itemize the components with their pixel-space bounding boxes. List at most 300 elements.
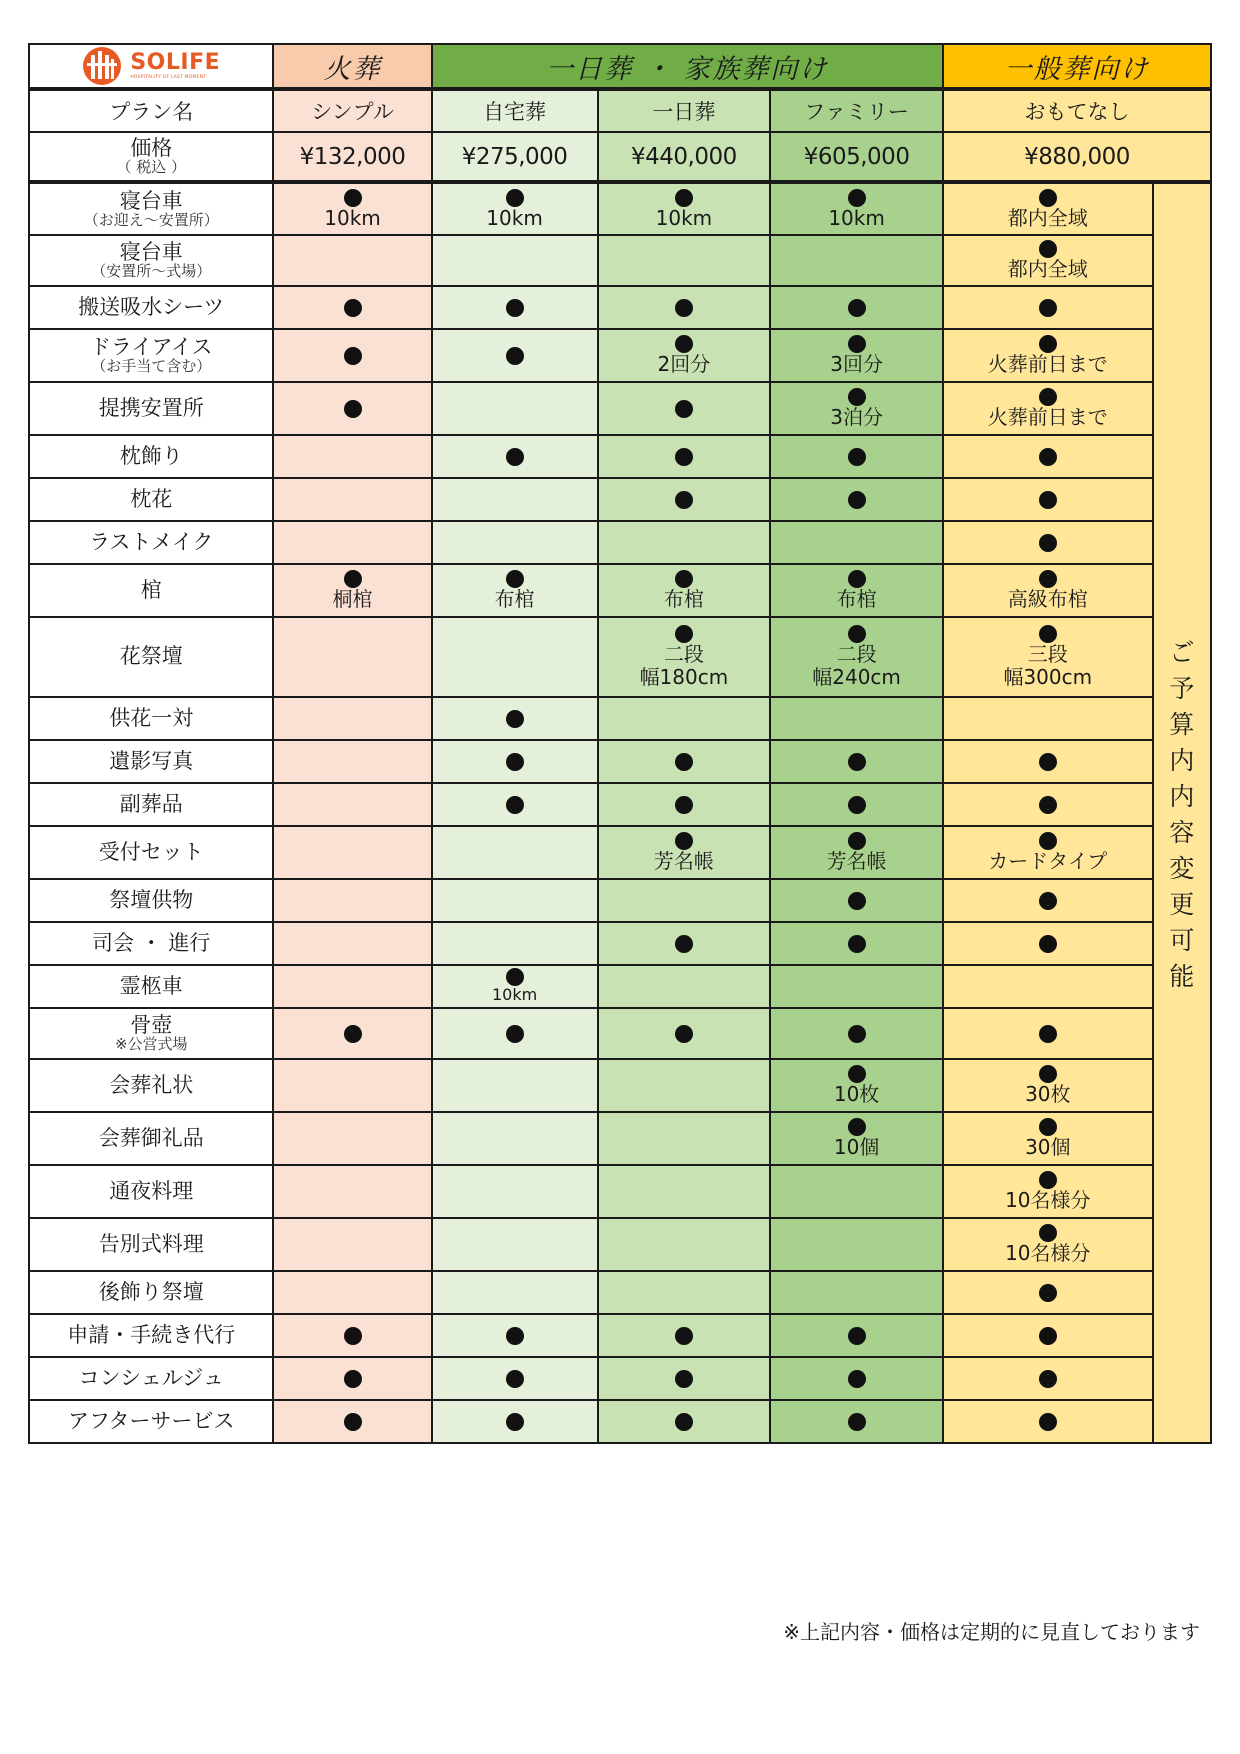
included-dot-icon xyxy=(848,1025,866,1043)
feature-cell xyxy=(432,1271,598,1314)
feature-note: 高級布棺 xyxy=(1007,587,1088,611)
feature-label-cell xyxy=(29,329,273,382)
feature-row xyxy=(29,382,1211,435)
feature-cell xyxy=(943,1357,1153,1400)
feature-row xyxy=(29,329,1211,382)
feature-cell xyxy=(943,1112,1153,1165)
plan-price-0: ¥132,000 xyxy=(273,132,431,182)
plan-name-3: ファミリー xyxy=(770,89,943,132)
side-note-char: ご xyxy=(1169,638,1195,667)
group-header-family: 一日葬 ・ 家族葬向け xyxy=(432,44,943,89)
included-dot-icon xyxy=(675,796,693,814)
included-dot-icon xyxy=(848,1118,866,1136)
feature-cell xyxy=(943,478,1153,521)
feature-cell xyxy=(432,329,598,382)
included-dot-icon xyxy=(344,1327,362,1345)
included-dot-icon xyxy=(506,189,524,207)
feature-row xyxy=(29,1112,1211,1165)
feature-row xyxy=(29,1400,1211,1443)
included-dot-icon xyxy=(1039,448,1057,466)
feature-cell xyxy=(273,1400,431,1443)
feature-note: 二段 xyxy=(663,642,704,666)
feature-cell xyxy=(770,617,943,697)
price-header-sub: （ 税込 ） xyxy=(116,158,186,177)
included-dot-icon xyxy=(344,347,362,365)
feature-cell xyxy=(598,922,771,965)
feature-note-2: 幅180cm xyxy=(639,665,729,689)
feature-note: 布棺 xyxy=(836,587,877,611)
feature-cell xyxy=(943,826,1153,879)
feature-cell xyxy=(598,564,771,617)
feature-cell xyxy=(432,435,598,478)
feature-cell xyxy=(943,521,1153,564)
feature-cell xyxy=(770,783,943,826)
included-dot-icon xyxy=(848,189,866,207)
included-dot-icon xyxy=(848,1370,866,1388)
included-dot-icon xyxy=(1039,299,1057,317)
feature-cell xyxy=(273,922,431,965)
feature-label-cell xyxy=(29,182,273,235)
feature-cell xyxy=(943,235,1153,286)
plan-name-1: 自宅葬 xyxy=(432,89,598,132)
included-dot-icon xyxy=(506,1327,524,1345)
feature-row xyxy=(29,286,1211,329)
included-dot-icon xyxy=(506,710,524,728)
feature-label-cell xyxy=(29,783,273,826)
feature-row xyxy=(29,1008,1211,1059)
feature-label: 花祭壇 xyxy=(119,644,183,669)
feature-label: 寝台車 xyxy=(119,240,183,265)
plan-name-0: シンプル xyxy=(273,89,431,132)
feature-cell xyxy=(770,879,943,922)
included-dot-icon xyxy=(848,299,866,317)
feature-note: 3泊分 xyxy=(830,405,883,429)
feature-label-cell xyxy=(29,1112,273,1165)
feature-label: 骨壺 xyxy=(130,1013,173,1038)
included-dot-icon xyxy=(1039,1284,1057,1302)
feature-cell xyxy=(943,435,1153,478)
feature-sublabel: （お手当て含む） xyxy=(91,357,212,376)
plan-name-2: 一日葬 xyxy=(598,89,771,132)
feature-cell xyxy=(943,697,1153,740)
feature-cell xyxy=(770,1400,943,1443)
included-dot-icon xyxy=(675,625,693,643)
feature-cell xyxy=(432,382,598,435)
feature-cell xyxy=(770,1112,943,1165)
feature-note: 10km xyxy=(491,985,538,1005)
feature-cell xyxy=(273,329,431,382)
feature-cell xyxy=(598,521,771,564)
included-dot-icon xyxy=(675,832,693,850)
feature-cell xyxy=(598,182,771,235)
feature-label-cell xyxy=(29,1059,273,1112)
included-dot-icon xyxy=(1039,491,1057,509)
included-dot-icon xyxy=(344,189,362,207)
feature-row xyxy=(29,740,1211,783)
feature-cell xyxy=(273,182,431,235)
feature-cell xyxy=(943,182,1153,235)
feature-label-cell xyxy=(29,1165,273,1218)
feature-cell xyxy=(770,564,943,617)
included-dot-icon xyxy=(1039,1224,1057,1242)
feature-label: 遺影写真 xyxy=(109,748,194,773)
feature-label-cell xyxy=(29,521,273,564)
feature-sublabel: ※公営式場 xyxy=(114,1035,188,1054)
feature-cell xyxy=(273,286,431,329)
feature-cell xyxy=(273,965,431,1008)
feature-note: 10名様分 xyxy=(1005,1188,1091,1212)
included-dot-icon xyxy=(344,299,362,317)
feature-cell xyxy=(273,1059,431,1112)
feature-label-cell xyxy=(29,564,273,617)
included-dot-icon xyxy=(1039,625,1057,643)
feature-label-cell xyxy=(29,965,273,1008)
feature-cell xyxy=(943,286,1153,329)
included-dot-icon xyxy=(848,892,866,910)
feature-note: 10個 xyxy=(833,1135,880,1159)
feature-cell xyxy=(273,1271,431,1314)
included-dot-icon xyxy=(1039,753,1057,771)
feature-cell xyxy=(273,1357,431,1400)
included-dot-icon xyxy=(506,1025,524,1043)
feature-cell xyxy=(770,235,943,286)
included-dot-icon xyxy=(675,335,693,353)
feature-label: 司会 ・ 進行 xyxy=(92,930,211,955)
feature-cell xyxy=(943,564,1153,617)
feature-label-cell xyxy=(29,478,273,521)
price-header xyxy=(29,132,273,182)
feature-label-cell xyxy=(29,435,273,478)
included-dot-icon xyxy=(848,796,866,814)
feature-note: 10km xyxy=(324,205,381,230)
feature-row xyxy=(29,826,1211,879)
feature-row xyxy=(29,435,1211,478)
feature-note: 三段 xyxy=(1027,642,1068,666)
feature-cell xyxy=(273,521,431,564)
feature-sublabel: （安置所～式場） xyxy=(91,262,212,281)
brand-mark-icon xyxy=(82,46,122,86)
plan-comparison-table xyxy=(28,43,1212,1444)
feature-cell xyxy=(943,1165,1153,1218)
feature-label: 通夜料理 xyxy=(109,1178,194,1203)
feature-cell xyxy=(598,478,771,521)
feature-note: 10km xyxy=(828,205,885,230)
included-dot-icon xyxy=(1039,832,1057,850)
included-dot-icon xyxy=(675,1327,693,1345)
included-dot-icon xyxy=(1039,570,1057,588)
feature-cell xyxy=(598,1165,771,1218)
logo-cell xyxy=(29,44,273,89)
feature-label: 告別式料理 xyxy=(98,1231,204,1256)
feature-note: 2回分 xyxy=(657,352,711,376)
feature-cell xyxy=(432,478,598,521)
feature-cell xyxy=(432,1112,598,1165)
included-dot-icon xyxy=(1039,1370,1057,1388)
feature-cell xyxy=(943,922,1153,965)
group-header-general: 一般葬向け xyxy=(943,44,1211,89)
feature-row xyxy=(29,965,1211,1008)
feature-cell xyxy=(273,1165,431,1218)
plan-name-header: プラン名 xyxy=(29,89,273,132)
included-dot-icon xyxy=(506,448,524,466)
feature-label-cell xyxy=(29,697,273,740)
feature-cell xyxy=(273,435,431,478)
feature-cell xyxy=(598,697,771,740)
feature-note: 火葬前日まで xyxy=(987,352,1108,376)
feature-cell xyxy=(432,564,598,617)
feature-cell xyxy=(598,617,771,697)
feature-label: 供花一対 xyxy=(109,705,194,730)
included-dot-icon xyxy=(848,1065,866,1083)
feature-cell xyxy=(770,922,943,965)
feature-cell xyxy=(770,521,943,564)
feature-cell xyxy=(432,1218,598,1271)
feature-cell xyxy=(770,182,943,235)
feature-label-cell xyxy=(29,1314,273,1357)
feature-cell xyxy=(943,329,1153,382)
brand-logo xyxy=(30,46,272,86)
feature-note: 芳名帳 xyxy=(653,849,714,873)
feature-cell xyxy=(273,1008,431,1059)
feature-label: ドライアイス xyxy=(89,335,213,360)
feature-cell xyxy=(943,1314,1153,1357)
feature-row xyxy=(29,521,1211,564)
included-dot-icon xyxy=(1039,796,1057,814)
feature-cell xyxy=(432,521,598,564)
included-dot-icon xyxy=(344,1413,362,1431)
feature-label-cell xyxy=(29,235,273,286)
included-dot-icon xyxy=(506,753,524,771)
included-dot-icon xyxy=(675,1413,693,1431)
feature-label-cell xyxy=(29,1008,273,1059)
feature-note: 都内全域 xyxy=(1007,205,1088,230)
side-note-char: 更 xyxy=(1169,890,1195,919)
feature-cell xyxy=(598,1314,771,1357)
feature-cell xyxy=(598,1008,771,1059)
feature-cell xyxy=(432,922,598,965)
included-dot-icon xyxy=(1039,935,1057,953)
included-dot-icon xyxy=(344,570,362,588)
included-dot-icon xyxy=(344,400,362,418)
feature-cell xyxy=(273,1112,431,1165)
included-dot-icon xyxy=(1039,1171,1057,1189)
included-dot-icon xyxy=(848,753,866,771)
included-dot-icon xyxy=(1039,1025,1057,1043)
side-note-char: 可 xyxy=(1169,926,1195,955)
included-dot-icon xyxy=(1039,1327,1057,1345)
included-dot-icon xyxy=(506,299,524,317)
feature-cell xyxy=(770,1271,943,1314)
feature-cell xyxy=(432,1008,598,1059)
plan-price-3: ¥605,000 xyxy=(770,132,943,182)
feature-row xyxy=(29,182,1211,235)
feature-cell xyxy=(598,1112,771,1165)
feature-label: 副葬品 xyxy=(119,791,183,816)
plan-comparison-sheet xyxy=(28,43,1212,1444)
feature-label-cell xyxy=(29,826,273,879)
included-dot-icon xyxy=(1039,1118,1057,1136)
feature-cell xyxy=(770,826,943,879)
feature-note: 都内全域 xyxy=(1007,257,1088,281)
feature-cell xyxy=(273,826,431,879)
feature-cell xyxy=(432,182,598,235)
feature-cell xyxy=(432,965,598,1008)
included-dot-icon xyxy=(848,1413,866,1431)
feature-cell xyxy=(598,783,771,826)
feature-cell xyxy=(432,740,598,783)
feature-label: 申請・手続き代行 xyxy=(67,1322,236,1347)
included-dot-icon xyxy=(1039,335,1057,353)
feature-note: 桐棺 xyxy=(332,587,373,611)
plan-price-1: ¥275,000 xyxy=(432,132,598,182)
brand-name: SOLIFE xyxy=(130,49,221,75)
feature-cell xyxy=(432,1165,598,1218)
feature-label-cell xyxy=(29,286,273,329)
feature-cell xyxy=(273,1218,431,1271)
brand-tagline: HOSPITALITY OF LAST MOMENT xyxy=(130,74,207,80)
feature-cell xyxy=(273,617,431,697)
feature-label-cell xyxy=(29,1357,273,1400)
plan-price-4: ¥880,000 xyxy=(943,132,1211,182)
side-note-char: 内 xyxy=(1169,746,1195,775)
feature-label: 寝台車 xyxy=(119,188,183,213)
feature-cell xyxy=(598,382,771,435)
feature-label: 祭壇供物 xyxy=(109,887,194,912)
feature-cell xyxy=(770,1059,943,1112)
feature-row xyxy=(29,235,1211,286)
side-note-char: 予 xyxy=(1169,674,1195,703)
included-dot-icon xyxy=(1039,240,1057,258)
feature-cell xyxy=(598,879,771,922)
plan-name-row xyxy=(29,89,1211,132)
brand-text xyxy=(130,49,221,81)
included-dot-icon xyxy=(675,1025,693,1043)
included-dot-icon xyxy=(848,935,866,953)
feature-label: 会葬御礼品 xyxy=(98,1125,204,1150)
feature-cell xyxy=(943,740,1153,783)
feature-cell xyxy=(943,1059,1153,1112)
feature-cell xyxy=(770,1357,943,1400)
included-dot-icon xyxy=(848,570,866,588)
feature-label: 枕花 xyxy=(130,486,173,511)
included-dot-icon xyxy=(1039,1413,1057,1431)
feature-cell xyxy=(943,1008,1153,1059)
feature-cell xyxy=(598,235,771,286)
included-dot-icon xyxy=(506,1370,524,1388)
feature-cell xyxy=(770,1008,943,1059)
included-dot-icon xyxy=(1039,189,1057,207)
feature-cell xyxy=(273,740,431,783)
feature-cell xyxy=(598,435,771,478)
side-note-char: 容 xyxy=(1169,818,1195,847)
feature-label: 枕飾り xyxy=(119,443,183,468)
included-dot-icon xyxy=(848,1327,866,1345)
included-dot-icon xyxy=(506,570,524,588)
feature-cell xyxy=(598,329,771,382)
included-dot-icon xyxy=(506,796,524,814)
included-dot-icon xyxy=(506,968,524,986)
feature-label-cell xyxy=(29,1218,273,1271)
feature-cell xyxy=(770,382,943,435)
feature-label: 提携安置所 xyxy=(98,395,204,420)
feature-note: 3回分 xyxy=(830,352,883,376)
included-dot-icon xyxy=(848,491,866,509)
feature-cell xyxy=(943,1400,1153,1443)
feature-cell xyxy=(598,286,771,329)
feature-cell xyxy=(432,697,598,740)
feature-cell xyxy=(273,879,431,922)
side-note-char: 内 xyxy=(1169,782,1195,811)
feature-cell xyxy=(598,1059,771,1112)
feature-label-cell xyxy=(29,617,273,697)
feature-note: カードタイプ xyxy=(988,849,1108,873)
included-dot-icon xyxy=(848,832,866,850)
feature-row xyxy=(29,1059,1211,1112)
feature-cell xyxy=(943,1218,1153,1271)
price-row xyxy=(29,132,1211,182)
included-dot-icon xyxy=(1039,892,1057,910)
footnote: ※上記内容・価格は定期的に見直しております xyxy=(783,1620,1200,1644)
included-dot-icon xyxy=(675,491,693,509)
feature-row xyxy=(29,1165,1211,1218)
feature-cell xyxy=(943,965,1153,1008)
feature-label: コンシェルジュ xyxy=(78,1365,224,1390)
feature-row xyxy=(29,783,1211,826)
feature-label-cell xyxy=(29,1400,273,1443)
feature-note-2: 幅300cm xyxy=(1003,665,1093,689)
included-dot-icon xyxy=(848,388,866,406)
feature-note: 10km xyxy=(486,205,543,230)
included-dot-icon xyxy=(675,570,693,588)
feature-note: 布棺 xyxy=(663,587,704,611)
feature-note-2: 幅240cm xyxy=(812,665,901,689)
plan-name-4: おもてなし xyxy=(943,89,1211,132)
side-note-char: 変 xyxy=(1169,854,1195,883)
feature-cell xyxy=(770,740,943,783)
feature-label: 受付セット xyxy=(98,839,204,864)
feature-cell xyxy=(770,1218,943,1271)
feature-row xyxy=(29,617,1211,697)
side-note-char: 算 xyxy=(1169,710,1195,739)
feature-cell xyxy=(432,783,598,826)
feature-cell xyxy=(943,1271,1153,1314)
feature-cell xyxy=(432,617,598,697)
feature-label-cell xyxy=(29,1271,273,1314)
feature-cell xyxy=(598,826,771,879)
feature-note: 布棺 xyxy=(494,587,535,611)
feature-cell xyxy=(432,1059,598,1112)
feature-cell xyxy=(273,697,431,740)
feature-cell xyxy=(273,235,431,286)
feature-cell xyxy=(943,879,1153,922)
feature-note: 10枚 xyxy=(833,1082,880,1106)
feature-cell xyxy=(770,329,943,382)
feature-cell xyxy=(432,826,598,879)
included-dot-icon xyxy=(675,935,693,953)
feature-cell xyxy=(598,740,771,783)
budget-adjustable-note xyxy=(1153,182,1211,1443)
feature-row xyxy=(29,922,1211,965)
feature-label-cell xyxy=(29,382,273,435)
feature-note: 10名様分 xyxy=(1005,1241,1091,1265)
included-dot-icon xyxy=(675,753,693,771)
feature-cell xyxy=(770,1165,943,1218)
feature-label: 搬送吸水シーツ xyxy=(78,294,225,319)
feature-cell xyxy=(273,564,431,617)
included-dot-icon xyxy=(344,1370,362,1388)
included-dot-icon xyxy=(1039,388,1057,406)
feature-label-cell xyxy=(29,922,273,965)
